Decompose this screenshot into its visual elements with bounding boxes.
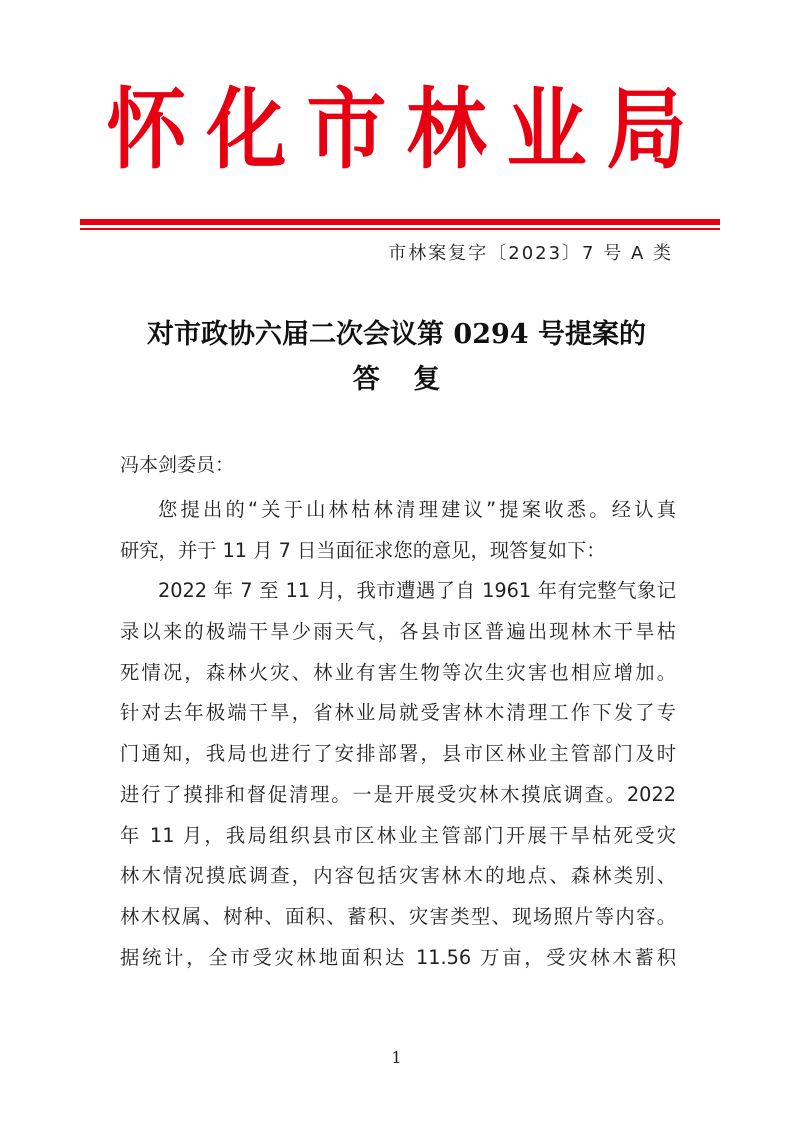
body-line: 门通知，我局也进行了安排部署，县市区林业主管部门及时 [120,742,676,766]
page-number: 1 [391,1048,402,1067]
document-title-line-2: 答 复 [352,364,453,395]
issuing-organization: 怀化市林业局 [106,78,707,182]
body-text [120,490,676,978]
body-line: 据统计，全市受灾林地面积达 11.56 万亩，受灾林木蓄积 [120,945,676,969]
body-line: 林木情况摸底调查，内容包括灾害林木的地点、森林类别、 [120,864,676,888]
header-rule-thick [80,219,720,225]
body-line: 您提出的“关于山林枯林清理建议”提案收悉。经认真 [158,498,676,521]
body-line: 死情况，森林火灾、林业有害生物等次生灾害也相应增加。 [120,660,676,684]
body-line: 针对去年极端干旱，省林业局就受害林木清理工作下发了专 [120,701,676,725]
body-line: 2022 年 7 至 11 月，我市遭遇了自 1961 年有完整气象记 [158,579,676,603]
document-title-line-1: 对市政协六届二次会议第 0294 号提案的 [147,319,646,350]
body-line: 进行了摸排和督促清理。一是开展受灾林木摸底调查。2022 [120,782,676,806]
body-line: 年 11 月，我局组织县市区林业主管部门开展干旱枯死受灾 [120,823,676,847]
body-line: 录以来的极端干旱少雨天气，各县市区普遍出现林木干旱枯 [120,620,676,644]
salutation: 冯本剑委员： [120,454,235,476]
document-number: 市林案复字〔2023〕7 号 A 类 [388,243,673,264]
header-rule-thin [80,228,720,230]
body-line: 研究，并于 11 月 7 日当面征求您的意见，现答复如下： [120,538,606,562]
body-line: 林木权属、树种、面积、蓄积、灾害类型、现场照片等内容。 [120,904,676,928]
